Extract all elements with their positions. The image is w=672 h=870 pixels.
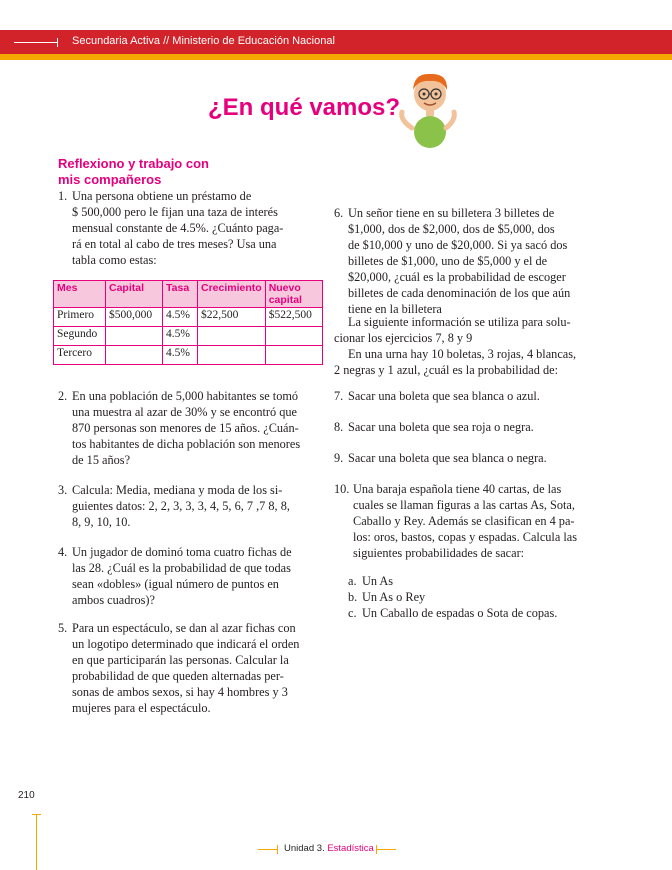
table-cell: [198, 346, 266, 365]
exercise-text: Una baraja española tiene 40 cartas, de las cuales se llaman figuras a las cartas As, Sota, Caballo y Rey. Además se clasifican en 4 pa- los: oros, bastos, copas y espadas. Calcula las siguientes probabilidades de sacar:: [353, 482, 578, 560]
exercise-number: 1.: [58, 189, 68, 203]
exercise-number: 4.: [58, 545, 68, 559]
interest-table: [53, 280, 323, 365]
exercise-number: 7.: [334, 389, 344, 403]
subitem-letter: a.: [348, 574, 357, 588]
exercise-number: 3.: [58, 483, 68, 497]
exercise-2: [58, 388, 320, 468]
table-cell: [265, 346, 322, 365]
subitem-b: [348, 589, 608, 605]
subitem-letter: b.: [348, 590, 358, 604]
table-cell: [106, 327, 163, 346]
exercise-9: [334, 450, 604, 466]
page-title: ¿En qué vamos?: [208, 94, 401, 121]
table-cell: [198, 327, 266, 346]
table-row: [54, 346, 323, 365]
subitem-letter: c.: [348, 606, 357, 620]
page-number: 210: [18, 790, 35, 801]
table-cell: $22,500: [198, 308, 266, 327]
table-header: Crecimiento: [198, 281, 266, 308]
subitem-text: Un As: [362, 574, 394, 588]
table-cell: 4.5%: [163, 308, 198, 327]
footer-subject: Estadística: [327, 843, 374, 854]
exercise-text: En una población de 5,000 habitantes se tomó una muestra al azar de 30% y se encontró que 870 personas son menores de 15 años. ¿Cuán- tos habitantes de dicha población son menores de 15 años?: [72, 389, 301, 467]
exercise-7: [334, 388, 604, 404]
section-title: [58, 156, 218, 188]
exercise-3: [58, 482, 320, 530]
table-header-row: [54, 281, 323, 308]
subitem-text: Un As o Rey: [362, 590, 426, 604]
header-accent-stripe: [0, 54, 672, 60]
side-rule: [36, 814, 37, 870]
exercise-number: 5.: [58, 621, 68, 635]
table-header: Tasa: [163, 281, 198, 308]
footer-unit: Unidad 3.: [284, 843, 325, 854]
table-cell: $500,000: [106, 308, 163, 327]
table-cell: Primero: [54, 308, 106, 327]
boy-mascot-icon: [396, 68, 460, 150]
exercise-text: Una persona obtiene un préstamo de $ 500,000 pero le fijan una taza de interés mensual constante de 4.5%. ¿Cuánto paga- rá en total al cabo de tres meses? Usa una tabla como estas:: [72, 189, 284, 267]
table-cell: [106, 346, 163, 365]
subitem-a: [348, 573, 608, 589]
exercise-number: 8.: [334, 420, 344, 434]
urn-paragraph: En una urna hay 10 boletas, 3 rojas, 4 blancas, 2 negras y 1 azul, ¿cuál es la probabilidad de:: [334, 347, 577, 377]
exercise-text: Para un espectáculo, se dan al azar fichas con un logotipo determinado que indicará el orden en que participarán las personas. Calcular la probabilidad de que queden alternadas per- sonas de ambos sexos, si hay 4 hombres y 3 mujeres para el espectáculo.: [72, 621, 300, 715]
table-row: [54, 308, 323, 327]
header-text: Secundaria Activa // Ministerio de Educación Nacional: [72, 35, 335, 47]
table-cell: [265, 327, 322, 346]
table-cell: $522,500: [265, 308, 322, 327]
table-header: Mes: [54, 281, 106, 308]
exercise-text: Un señor tiene en su billetera 3 billetes de $1,000, dos de $2,000, dos de $5,000, dos de $10,000 y uno de $20,000. Si ya sacó dos billetes de $1,000, uno de $5,000 y el de $20,000, ¿cuál es la probabilidad de escoger billetes de cada denominación de los que aún tiene en la billetera: [348, 206, 571, 316]
exercise-text: Sacar una boleta que sea blanca o azul.: [348, 389, 540, 403]
exercise-number: 9.: [334, 451, 344, 465]
exercise-text: Calcula: Media, mediana y moda de los si- guientes datos: 2, 2, 3, 3, 3, 4, 5, 6, 7 ,7 8, 8, 8, 9, 10, 10.: [72, 483, 290, 529]
exercise-6: [334, 205, 604, 317]
exercise-text: Sacar una boleta que sea blanca o negra.: [348, 451, 547, 465]
table-cell: Segundo: [54, 327, 106, 346]
footer-rule-right: [376, 849, 396, 850]
header-rule: [14, 42, 58, 43]
exercise-text: Sacar una boleta que sea roja o negra.: [348, 420, 534, 434]
exercise-number: 2.: [58, 389, 68, 403]
table-cell: 4.5%: [163, 327, 198, 346]
header-rule-tick: [57, 38, 58, 47]
section-title-text: Reflexiono y trabajo con mis compañeros: [58, 156, 209, 187]
info-paragraph: La siguiente información se utiliza para solu- cionar los ejercicios 7, 8 y 9: [334, 315, 571, 345]
exercise-number: 10.: [334, 482, 350, 496]
subitem-c: [348, 605, 608, 621]
table-cell: Tercero: [54, 346, 106, 365]
exercise-8: [334, 419, 604, 435]
subitem-text: Un Caballo de espadas o Sota de copas.: [362, 606, 558, 620]
footer: [284, 843, 374, 854]
exercise-10: [334, 481, 604, 561]
exercise-number: 6.: [334, 206, 344, 220]
table-header: Capital: [106, 281, 163, 308]
footer-rule-left: [258, 849, 278, 850]
table-row: [54, 327, 323, 346]
table-header: Nuevo capital: [265, 281, 322, 308]
exercise-4: [58, 544, 320, 608]
table-cell: 4.5%: [163, 346, 198, 365]
footer-rule-left-tick: [277, 845, 278, 854]
exercise-1: [58, 188, 318, 268]
exercise-5: [58, 620, 320, 716]
exercise-text: Un jugador de dominó toma cuatro fichas de las 28. ¿Cuál es la probabilidad de que todas sean «dobles» (igual número de puntos en ambos cuadros)?: [72, 545, 292, 607]
